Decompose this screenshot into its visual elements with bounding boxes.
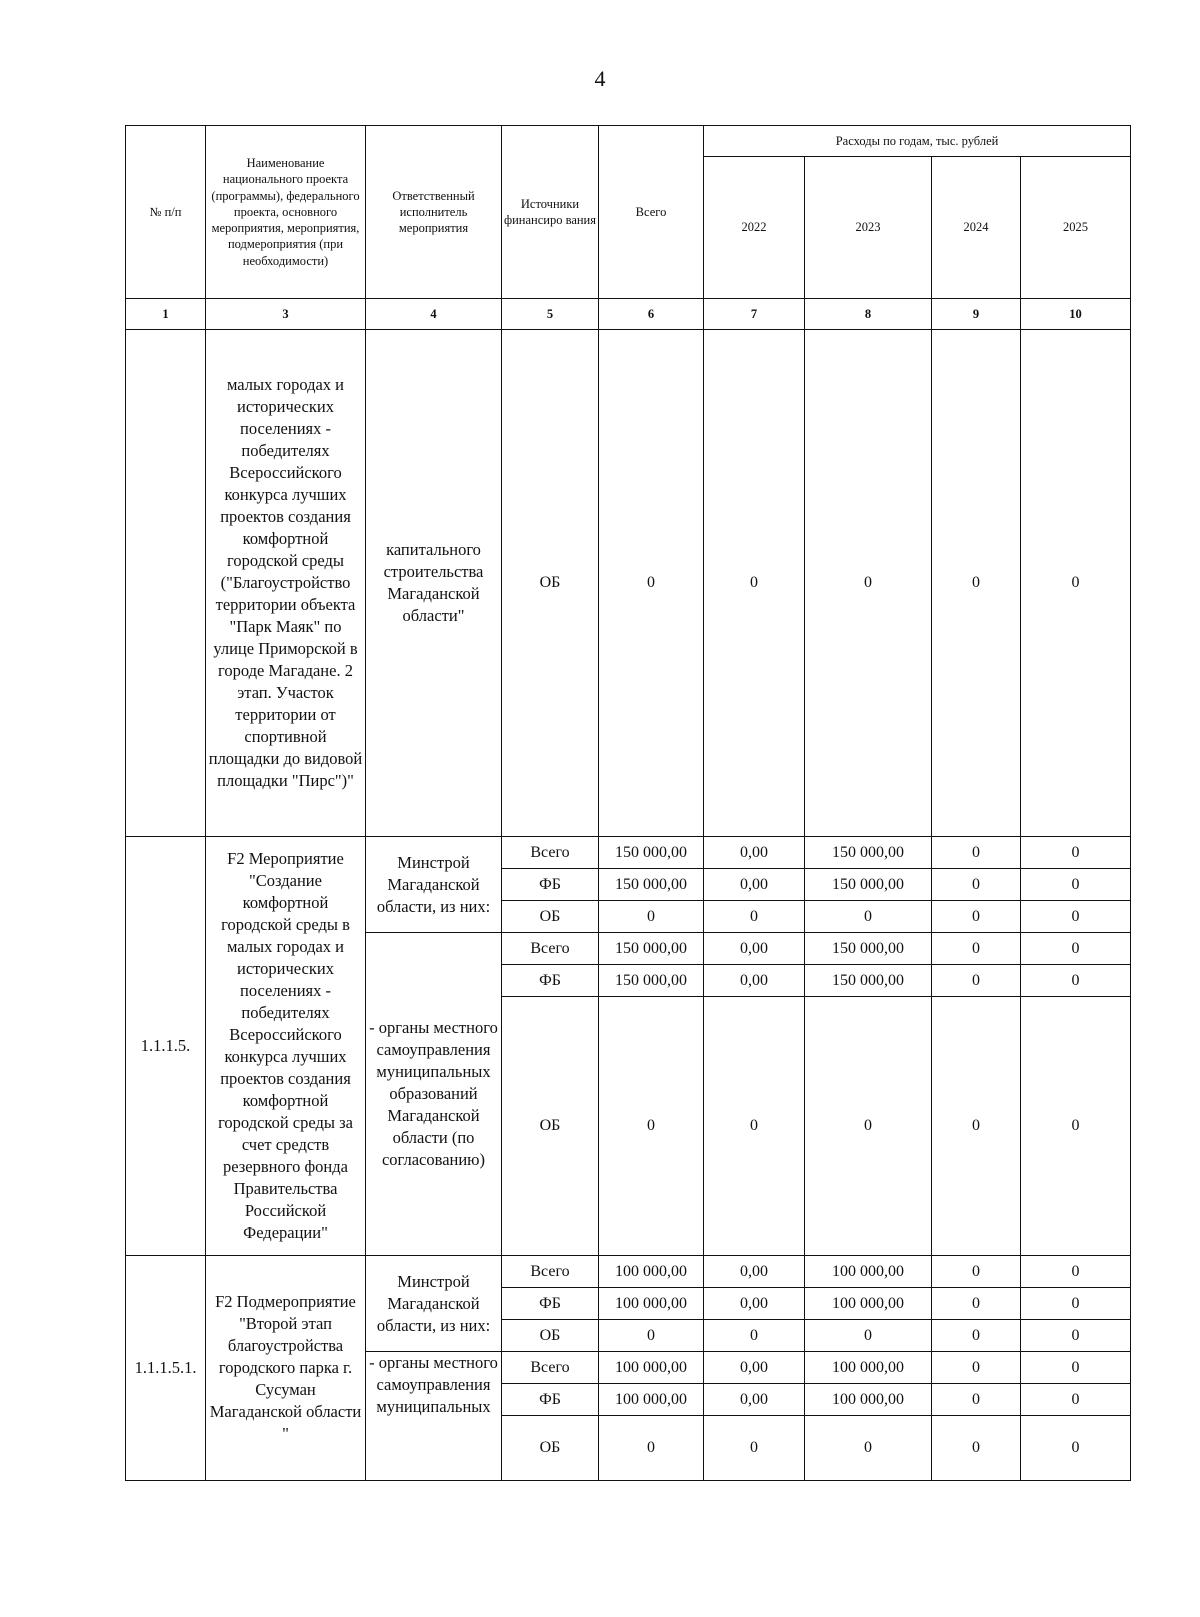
activity-name-cell: малых городах и исторических поселениях - победителях Всероссийского конкурса лучших проектов создания комфортной городской среды ("Благоустройство территории объекта "Парк Маяк" по улице Приморской в городе Магадане. 2 этап. Участок территории от спортивной площадки до видовой площадки "Пирс")": [206, 330, 366, 837]
header-expenses: Расходы по годам, тыс. рублей: [704, 126, 1131, 157]
source-cell: ФБ: [502, 869, 599, 901]
activity-name-cell: F2 Подмероприятие "Второй этап благоустройства городского парка г. Сусуман Магаданской области ": [206, 1256, 366, 1481]
source-cell: ОБ: [502, 330, 599, 837]
total-cell: 100 000,00: [599, 1288, 704, 1320]
activity-name-cell: F2 Мероприятие "Создание комфортной городской среды в малых городах и исторических поселениях - победителях Всероссийского конкурса лучших проектов создания комфортной городской среды за счет средств резервного фонда Правительства Российской Федерации": [206, 837, 366, 1256]
header-total: Всего: [599, 126, 704, 299]
total-cell: 150 000,00: [599, 869, 704, 901]
total-cell: 150 000,00: [599, 933, 704, 965]
value-2024-cell: 0: [932, 1320, 1021, 1352]
page-number: 4: [594, 66, 606, 91]
column-number: 1: [126, 299, 206, 330]
value-2022-cell: 0,00: [704, 1288, 805, 1320]
value-2024-cell: 0: [932, 901, 1021, 933]
total-cell: 100 000,00: [599, 1384, 704, 1416]
value-2022-cell: 0: [704, 901, 805, 933]
value-2025-cell: 0: [1021, 933, 1131, 965]
row-number-cell: 1.1.1.5.: [126, 837, 206, 1256]
column-number: 8: [805, 299, 932, 330]
value-2022-cell: 0,00: [704, 965, 805, 997]
executor-cell: Минстрой Магаданской области, из них:: [366, 1256, 502, 1352]
value-2025-cell: 0: [1021, 965, 1131, 997]
value-2023-cell: 100 000,00: [805, 1352, 932, 1384]
value-2025-cell: 0: [1021, 1416, 1131, 1481]
executor-cell: - органы местного самоуправления муниципальных: [366, 1352, 502, 1481]
value-2025-cell: 0: [1021, 901, 1131, 933]
column-number: 4: [366, 299, 502, 330]
value-2024-cell: 0: [932, 1416, 1021, 1481]
table-row: [126, 837, 1131, 869]
total-cell: 0: [599, 1416, 704, 1481]
value-2023-cell: 0: [805, 1320, 932, 1352]
budget-table: [125, 125, 1131, 1481]
value-2022-cell: 0,00: [704, 837, 805, 869]
value-2025-cell: 0: [1021, 997, 1131, 1256]
header-sources: Источники финансиро вания: [502, 126, 599, 299]
column-number: 10: [1021, 299, 1131, 330]
value-2022-cell: 0: [704, 997, 805, 1256]
column-number: 3: [206, 299, 366, 330]
value-2025-cell: 0: [1021, 1256, 1131, 1288]
value-2023-cell: 150 000,00: [805, 837, 932, 869]
value-2024-cell: 0: [932, 933, 1021, 965]
column-number: 5: [502, 299, 599, 330]
header-year-2024: 2024: [932, 157, 1021, 299]
value-2024-cell: 0: [932, 869, 1021, 901]
value-2025-cell: 0: [1021, 1288, 1131, 1320]
value-2023-cell: 150 000,00: [805, 933, 932, 965]
header-year-2023: 2023: [805, 157, 932, 299]
value-2022-cell: 0,00: [704, 933, 805, 965]
header-executor: Ответственный исполнитель мероприятия: [366, 126, 502, 299]
header-year-2025: 2025: [1021, 157, 1131, 299]
header-name: Наименование национального проекта (программы), федерального проекта, основного мероприятия, мероприятия, подмероприятия (при необходимости): [206, 126, 366, 299]
executor-cell: капитального строительства Магаданской области": [366, 330, 502, 837]
column-number: 9: [932, 299, 1021, 330]
value-2025-cell: 0: [1021, 1384, 1131, 1416]
column-number: 7: [704, 299, 805, 330]
total-cell: 0: [599, 901, 704, 933]
column-number: 6: [599, 299, 704, 330]
value-2025-cell: 0: [1021, 1352, 1131, 1384]
total-cell: 150 000,00: [599, 965, 704, 997]
table-row: [126, 1256, 1131, 1288]
value-2024-cell: 0: [932, 1352, 1021, 1384]
value-2024-cell: 0: [932, 330, 1021, 837]
value-2025-cell: 0: [1021, 1320, 1131, 1352]
header-num: № п/п: [126, 126, 206, 299]
column-number-row: [126, 299, 1131, 330]
source-cell: ОБ: [502, 901, 599, 933]
header-row-1: [126, 126, 1131, 157]
value-2025-cell: 0: [1021, 330, 1131, 837]
source-cell: ФБ: [502, 965, 599, 997]
source-cell: ОБ: [502, 997, 599, 1256]
total-cell: 150 000,00: [599, 837, 704, 869]
value-2024-cell: 0: [932, 965, 1021, 997]
value-2024-cell: 0: [932, 837, 1021, 869]
value-2024-cell: 0: [932, 1288, 1021, 1320]
value-2024-cell: 0: [932, 1256, 1021, 1288]
value-2023-cell: 100 000,00: [805, 1256, 932, 1288]
value-2025-cell: 0: [1021, 869, 1131, 901]
value-2023-cell: 0: [805, 901, 932, 933]
total-cell: 100 000,00: [599, 1256, 704, 1288]
source-cell: Всего: [502, 837, 599, 869]
value-2023-cell: 100 000,00: [805, 1384, 932, 1416]
source-cell: ФБ: [502, 1288, 599, 1320]
source-cell: ОБ: [502, 1320, 599, 1352]
value-2022-cell: 0,00: [704, 1352, 805, 1384]
source-cell: Всего: [502, 1352, 599, 1384]
value-2024-cell: 0: [932, 1384, 1021, 1416]
source-cell: Всего: [502, 1256, 599, 1288]
value-2023-cell: 0: [805, 1416, 932, 1481]
value-2022-cell: 0,00: [704, 869, 805, 901]
value-2023-cell: 150 000,00: [805, 965, 932, 997]
value-2023-cell: 0: [805, 997, 932, 1256]
total-cell: 0: [599, 330, 704, 837]
value-2023-cell: 150 000,00: [805, 869, 932, 901]
value-2023-cell: 0: [805, 330, 932, 837]
header-year-2022: 2022: [704, 157, 805, 299]
executor-cell: - органы местного самоуправления муниципальных образований Магаданской области (по согласованию): [366, 933, 502, 1256]
value-2023-cell: 100 000,00: [805, 1288, 932, 1320]
value-2025-cell: 0: [1021, 837, 1131, 869]
row-number-cell: 1.1.1.5.1.: [126, 1256, 206, 1481]
row-number-cell: [126, 330, 206, 837]
table-row: [126, 330, 1131, 837]
value-2022-cell: 0: [704, 1416, 805, 1481]
value-2022-cell: 0: [704, 330, 805, 837]
total-cell: 0: [599, 1320, 704, 1352]
source-cell: Всего: [502, 933, 599, 965]
value-2022-cell: 0,00: [704, 1256, 805, 1288]
source-cell: ФБ: [502, 1384, 599, 1416]
value-2022-cell: 0,00: [704, 1384, 805, 1416]
value-2022-cell: 0: [704, 1320, 805, 1352]
source-cell: ОБ: [502, 1416, 599, 1481]
total-cell: 0: [599, 997, 704, 1256]
total-cell: 100 000,00: [599, 1352, 704, 1384]
executor-cell: Минстрой Магаданской области, из них:: [366, 837, 502, 933]
value-2024-cell: 0: [932, 997, 1021, 1256]
